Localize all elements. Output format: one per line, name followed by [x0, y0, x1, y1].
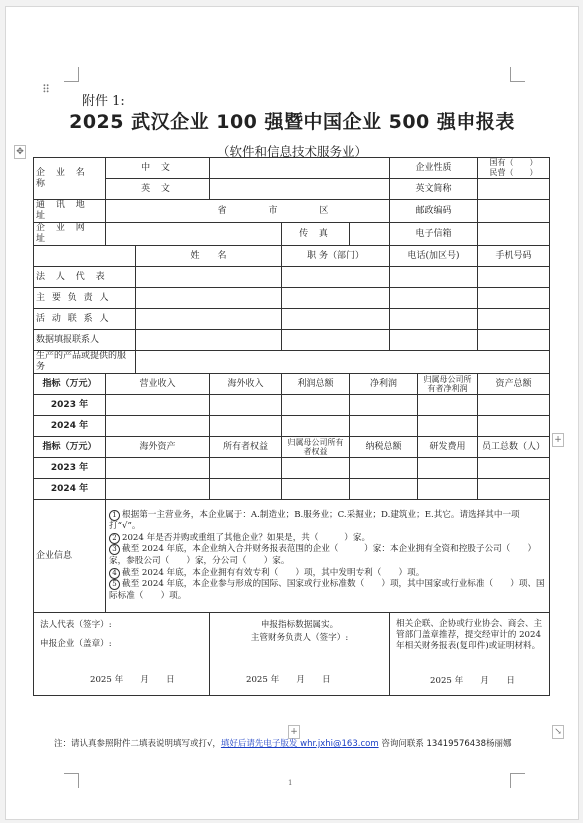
margin-corner-mark — [510, 773, 525, 788]
value-cell[interactable] — [282, 479, 350, 500]
info-item-text: 截至 2024 年底，本企业纳入合并财务报表范围的企业（ ）家：本企业拥有全资和控股子公司（ ）家，参股公司（ ）家，分公司（ ）家。 — [109, 544, 537, 566]
label-english: 英 文 — [106, 179, 210, 200]
indicator-col: 纳税总额 — [350, 437, 418, 458]
field-activity-phone[interactable] — [390, 309, 478, 330]
item-number: 2 — [109, 533, 120, 544]
indicator-header: 指标（万元） — [34, 437, 106, 458]
label-recommend: 相关企联、企协或行业协会、商会、主管部门盖章推荐，提交经审计的 2024 年相关财务报表(复印件)或证明材料。 — [396, 619, 543, 651]
value-cell[interactable] — [106, 458, 210, 479]
label-data-contact: 数据填报联系人 — [34, 330, 136, 351]
value-cell[interactable] — [350, 458, 418, 479]
label-company-info: 企业信息 — [34, 500, 106, 613]
indicator-col: 利润总额 — [282, 374, 350, 395]
label-products: 生产的产品或提供的服务 — [34, 351, 136, 374]
year-label: 2023 年 — [34, 458, 106, 479]
field-data-name[interactable] — [136, 330, 282, 351]
indicator-col: 净利润 — [350, 374, 418, 395]
indicator-col: 研发费用 — [418, 437, 478, 458]
info-item-text: 2024 年是否并购或重组了其他企业？如果是，共（ ）家。 — [122, 532, 371, 543]
application-form-table — [33, 157, 550, 696]
indicator-col: 资产总额 — [478, 374, 550, 395]
value-cell[interactable] — [106, 416, 210, 437]
sign-date: 2025 年 月 日 — [246, 675, 331, 685]
field-legal-rep-phone[interactable] — [390, 267, 478, 288]
nature-private-option[interactable]: 民营（ ） — [489, 168, 538, 177]
field-leader-position[interactable] — [282, 288, 390, 309]
field-legal-rep-position[interactable] — [282, 267, 390, 288]
attachment-label: 附件 1: — [82, 94, 125, 109]
indicator-col: 海外资产 — [106, 437, 210, 458]
field-postcode[interactable] — [478, 200, 550, 223]
value-cell[interactable] — [418, 395, 478, 416]
add-column-icon[interactable]: + — [552, 433, 564, 447]
sign-date: 2025 年 月 日 — [90, 675, 175, 685]
field-english-short[interactable] — [478, 179, 550, 200]
item-number: 4 — [109, 568, 120, 579]
item-number: 5 — [109, 579, 120, 590]
value-cell[interactable] — [350, 416, 418, 437]
indicator-col: 营业收入 — [106, 374, 210, 395]
field-activity-name[interactable] — [136, 309, 282, 330]
field-address[interactable] — [106, 200, 390, 223]
label-finance-sign: 主管财务负责人（签字）: — [250, 633, 349, 643]
field-fax[interactable] — [350, 223, 390, 246]
info-item — [109, 568, 546, 580]
label-activity-contact: 活 动 联 系 人 — [34, 309, 136, 330]
value-cell[interactable] — [478, 479, 550, 500]
label-leader: 主 要 负 责 人 — [34, 288, 136, 309]
value-cell[interactable] — [478, 458, 550, 479]
table-move-icon[interactable]: ✥ — [14, 145, 26, 159]
indicator-col: 员工总数（人） — [478, 437, 550, 458]
label-data-true: 申报指标数据属实。 — [260, 620, 339, 630]
info-item-text: 截至 2024 年底，本企业拥有有效专利（ ）项，其中发明专利（ ）项。 — [122, 567, 425, 578]
value-cell[interactable] — [478, 395, 550, 416]
indicator-col: 归属母公司所有者净利润 — [418, 374, 478, 395]
label-email: 电子信箱 — [390, 223, 478, 246]
indicator-col: 归属母公司所有者权益 — [282, 437, 350, 458]
indicator-col: 所有者权益 — [210, 437, 282, 458]
value-cell[interactable] — [210, 416, 282, 437]
sign-date: 2025 年 月 日 — [430, 676, 515, 686]
finance-signature-cell[interactable] — [210, 613, 390, 696]
field-data-phone[interactable] — [390, 330, 478, 351]
label-company-nature: 企业性质 — [390, 158, 478, 179]
value-cell[interactable] — [210, 479, 282, 500]
field-data-mobile[interactable] — [478, 330, 550, 351]
year-label: 2024 年 — [34, 416, 106, 437]
field-english-name[interactable] — [210, 179, 390, 200]
info-item — [109, 533, 546, 545]
field-legal-rep-mobile[interactable] — [478, 267, 550, 288]
value-cell[interactable] — [418, 479, 478, 500]
legal-signature-cell[interactable] — [34, 613, 210, 696]
nature-state-option[interactable]: 国有（ ） — [489, 158, 538, 167]
value-cell[interactable] — [106, 479, 210, 500]
value-cell[interactable] — [210, 458, 282, 479]
field-email[interactable] — [478, 223, 550, 246]
contact-header-blank — [34, 246, 136, 267]
col-name-header: 姓 名 — [136, 246, 282, 267]
value-cell[interactable] — [350, 395, 418, 416]
note-prefix: 注：请认真参照附件二填表说明填写或打√， — [54, 739, 221, 749]
add-row-icon[interactable]: + — [288, 725, 300, 739]
label-city: 市 — [268, 205, 278, 216]
value-cell[interactable] — [282, 458, 350, 479]
resize-table-icon[interactable]: ↘ — [552, 725, 564, 739]
company-info-list — [106, 500, 550, 613]
value-cell[interactable] — [418, 458, 478, 479]
margin-corner-mark — [64, 67, 79, 82]
label-province: 省 — [217, 205, 227, 216]
indicator-header: 指标（万元） — [34, 374, 106, 395]
field-chinese-name[interactable] — [210, 158, 390, 179]
field-data-position[interactable] — [282, 330, 390, 351]
info-item — [109, 579, 546, 602]
field-products[interactable] — [136, 351, 550, 374]
value-cell[interactable] — [478, 416, 550, 437]
email-link[interactable]: 填好后请先电子版发 whr.jxhi@163.com — [220, 739, 379, 749]
year-label: 2024 年 — [34, 479, 106, 500]
page-number: 1 — [288, 779, 293, 787]
field-activity-position[interactable] — [282, 309, 390, 330]
indicator-col: 海外收入 — [210, 374, 282, 395]
label-english-short: 英文简称 — [390, 179, 478, 200]
label-company-seal: 申报企业（盖章）: — [40, 639, 112, 649]
page-title: 2025 武汉企业 100 强暨中国企业 500 强申报表 — [69, 111, 515, 133]
field-company-nature[interactable] — [478, 158, 550, 179]
label-website: 企 业 网 址 — [34, 223, 106, 246]
col-phone-header: 电话(加区号) — [390, 246, 478, 267]
field-leader-mobile[interactable] — [478, 288, 550, 309]
page-subtitle: （软件和信息技术服务业） — [216, 144, 367, 159]
value-cell[interactable] — [210, 395, 282, 416]
drag-handle-icon[interactable]: ⠿ — [42, 83, 51, 96]
footer-note — [54, 737, 512, 749]
field-leader-phone[interactable] — [390, 288, 478, 309]
label-legal-rep: 法 人 代 表 — [34, 267, 136, 288]
label-chinese: 中 文 — [106, 158, 210, 179]
label-district: 区 — [319, 205, 329, 216]
value-cell[interactable] — [350, 479, 418, 500]
col-position-header: 职 务（部门） — [282, 246, 390, 267]
field-website[interactable] — [106, 223, 282, 246]
label-legal-sign: 法人代表（签字）: — [40, 620, 112, 630]
label-address: 通 讯 地 址 — [34, 200, 106, 223]
field-leader-name[interactable] — [136, 288, 282, 309]
year-label: 2023 年 — [34, 395, 106, 416]
label-company-name: 企 业 名 称 — [34, 158, 106, 200]
value-cell[interactable] — [282, 416, 350, 437]
item-number: 3 — [109, 544, 120, 555]
value-cell[interactable] — [418, 416, 478, 437]
field-activity-mobile[interactable] — [478, 309, 550, 330]
margin-corner-mark — [64, 773, 79, 788]
info-item-text: 截至 2024 年底，本企业参与形成的国际、国家或行业标准数（ ）项，其中国家或行业标准（ ）项、国际标准（ ）项。 — [109, 579, 545, 601]
value-cell[interactable] — [106, 395, 210, 416]
label-fax: 传 真 — [282, 223, 350, 246]
info-item-text: 根据第一主营业务，本企业属于：A.制造业；B.服务业；C.采掘业；D.建筑业；E.其它。请选择其中一项打“√”。 — [109, 509, 520, 532]
field-legal-rep-name[interactable] — [136, 267, 282, 288]
info-item — [109, 544, 546, 567]
margin-corner-mark — [510, 67, 525, 82]
info-item — [109, 510, 546, 533]
value-cell[interactable] — [282, 395, 350, 416]
item-number: 1 — [109, 510, 120, 521]
label-postcode: 邮政编码 — [390, 200, 478, 223]
document-page — [5, 6, 579, 820]
recommend-signature-cell[interactable] — [390, 613, 550, 696]
col-mobile-header: 手机号码 — [478, 246, 550, 267]
note-suffix: 咨询问联系 13419576438杨丽娜 — [381, 739, 512, 749]
